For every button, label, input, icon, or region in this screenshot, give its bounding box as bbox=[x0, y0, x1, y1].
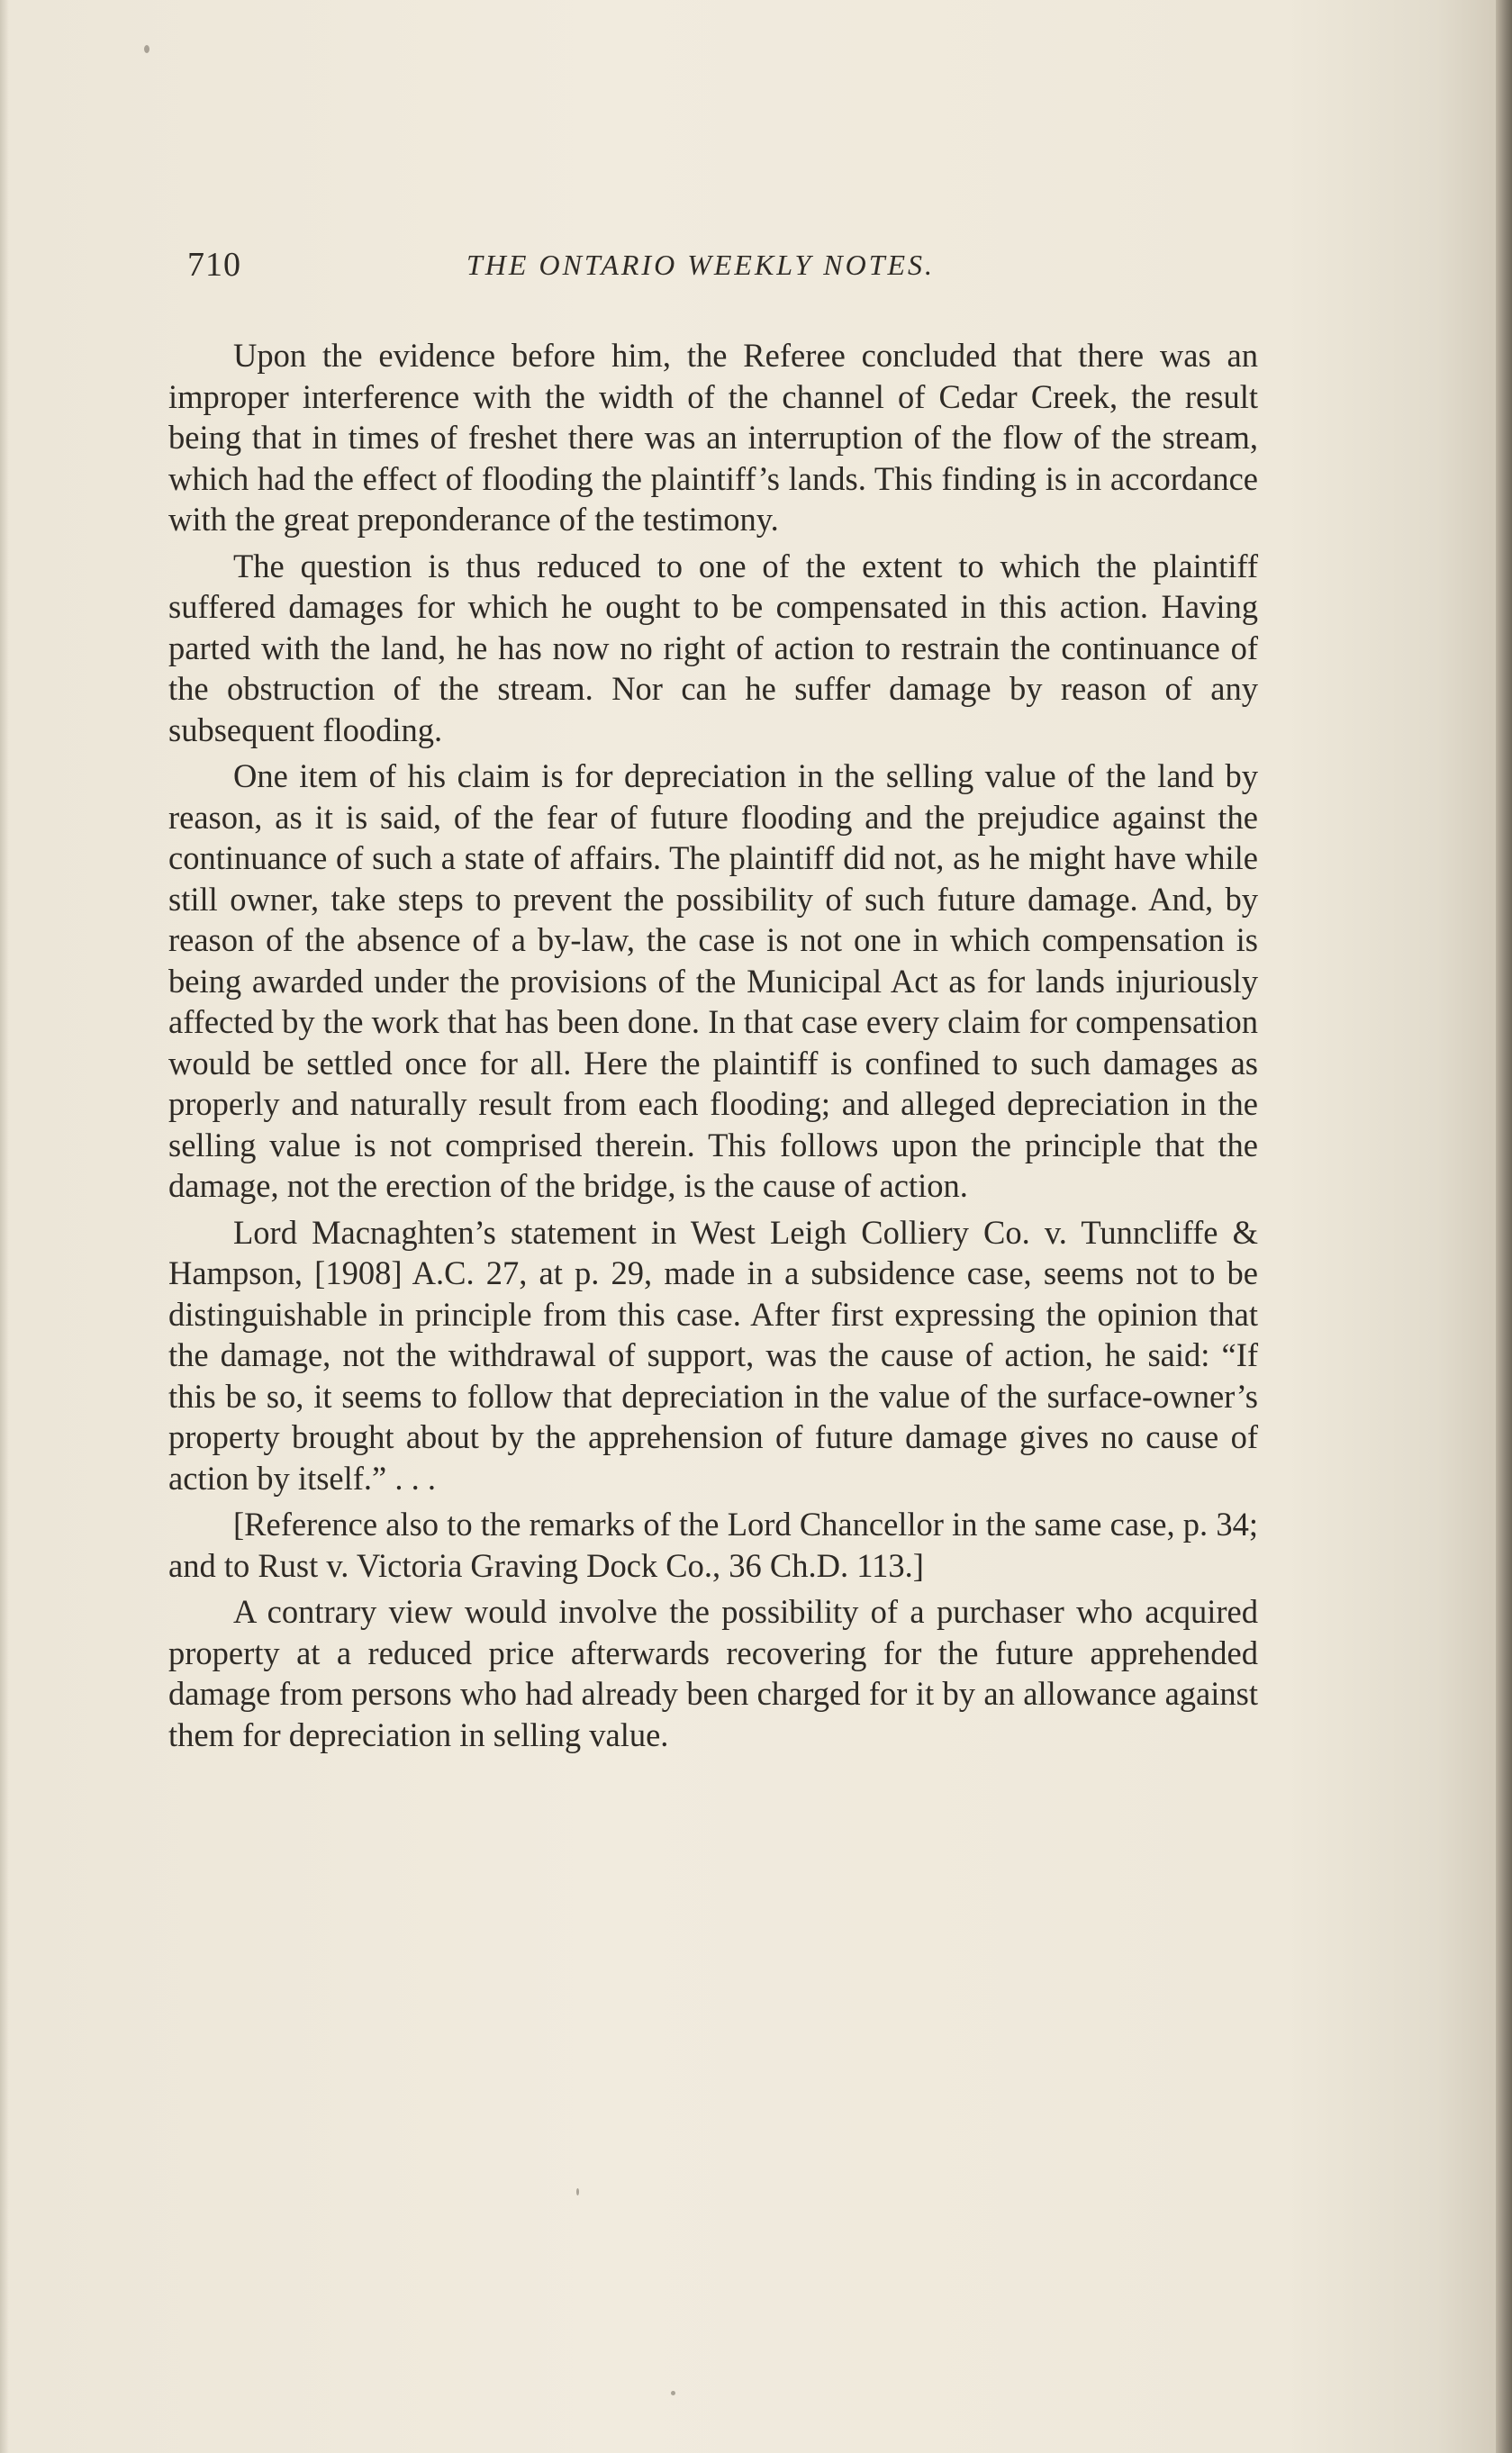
paragraph-depreciation-claim: One item of his claim is for depreciation in the selling value of the land by reason, as it is said, of the fear of future flooding and the prejudice against the continuance of such a state of affairs. The plaintiff did not, as he might have while still owner, take steps to prevent the possibility of such future damage. And, by reason of the absence of a by-law, the case is not one in which compensation is being awarded under the provisions of the Municipal Act as for lands injuriously affected by the work that has been done. In that case every claim for compensation would be settled once for all. Here the plaintiff is confined to such damages as properly and naturally result from each flooding; and alleged depreciation in the selling value is not comprised therein. This follows upon the principle that the damage, not the erection of the bridge, is the cause of action. bbox=[168, 757, 1258, 1204]
page-header bbox=[187, 245, 1259, 290]
page-gutter-shadow bbox=[0, 0, 9, 2453]
paper-speck bbox=[671, 2391, 675, 2395]
paragraph-referee-finding: Upon the evidence before him, the Referee concluded that there was an improper interference with the width of the channel of Cedar Creek, the result being that in times of freshet there was an interruption of the flow of the stream, which had the effect of flooding the plaintiff’s lands. This finding is in accordance with the great preponderance of the testimony. bbox=[168, 337, 1258, 538]
paragraph-damages-question: The question is thus reduced to one of the extent to which the plaintiff suffered damages for which he ought to be compensated in this action. Having parted with the land, he has now no right of action to restrain the continuance of the obstruction of the stream. Nor can he suffer damage by reason of any subsequent flooding. bbox=[168, 547, 1258, 748]
paragraph-reference-note: [Reference also to the remarks of the Lord Chancellor in the same case, p. 34; and to Rust v. Victoria Graving Dock Co., 36 Ch.D. 113.] bbox=[168, 1506, 1258, 1584]
page-number: 710 bbox=[187, 246, 241, 284]
body-text bbox=[168, 335, 1258, 1761]
paragraph-contrary-view: A contrary view would involve the possibility of a purchaser who acquired property at a reduced price afterwards recovering for the future apprehended damage from persons who had already been charged for it by an allowance against them for depreciation in selling value. bbox=[168, 1593, 1258, 1753]
running-head: THE ONTARIO WEEKLY NOTES. bbox=[466, 249, 936, 281]
page-edge bbox=[1496, 0, 1512, 2453]
paper-speck bbox=[576, 2188, 579, 2195]
paper-speck bbox=[144, 45, 149, 53]
paragraph-macnaghten-statement: Lord Macnaghten’s statement in West Leigh Colliery Co. v. Tunncliffe & Hampson, [1908] A.C. 27, at p. 29, made in a subsidence case, seems not to be distinguishable in principle from this case. After first expressing the opinion that the damage, not the withdrawal of support, was the cause of action, he said: “If this be so, it seems to follow that depreciation in the value of the surface-owner’s property brought about by the apprehension of future damage gives no cause of action by itself.” . . . bbox=[168, 1213, 1258, 1497]
